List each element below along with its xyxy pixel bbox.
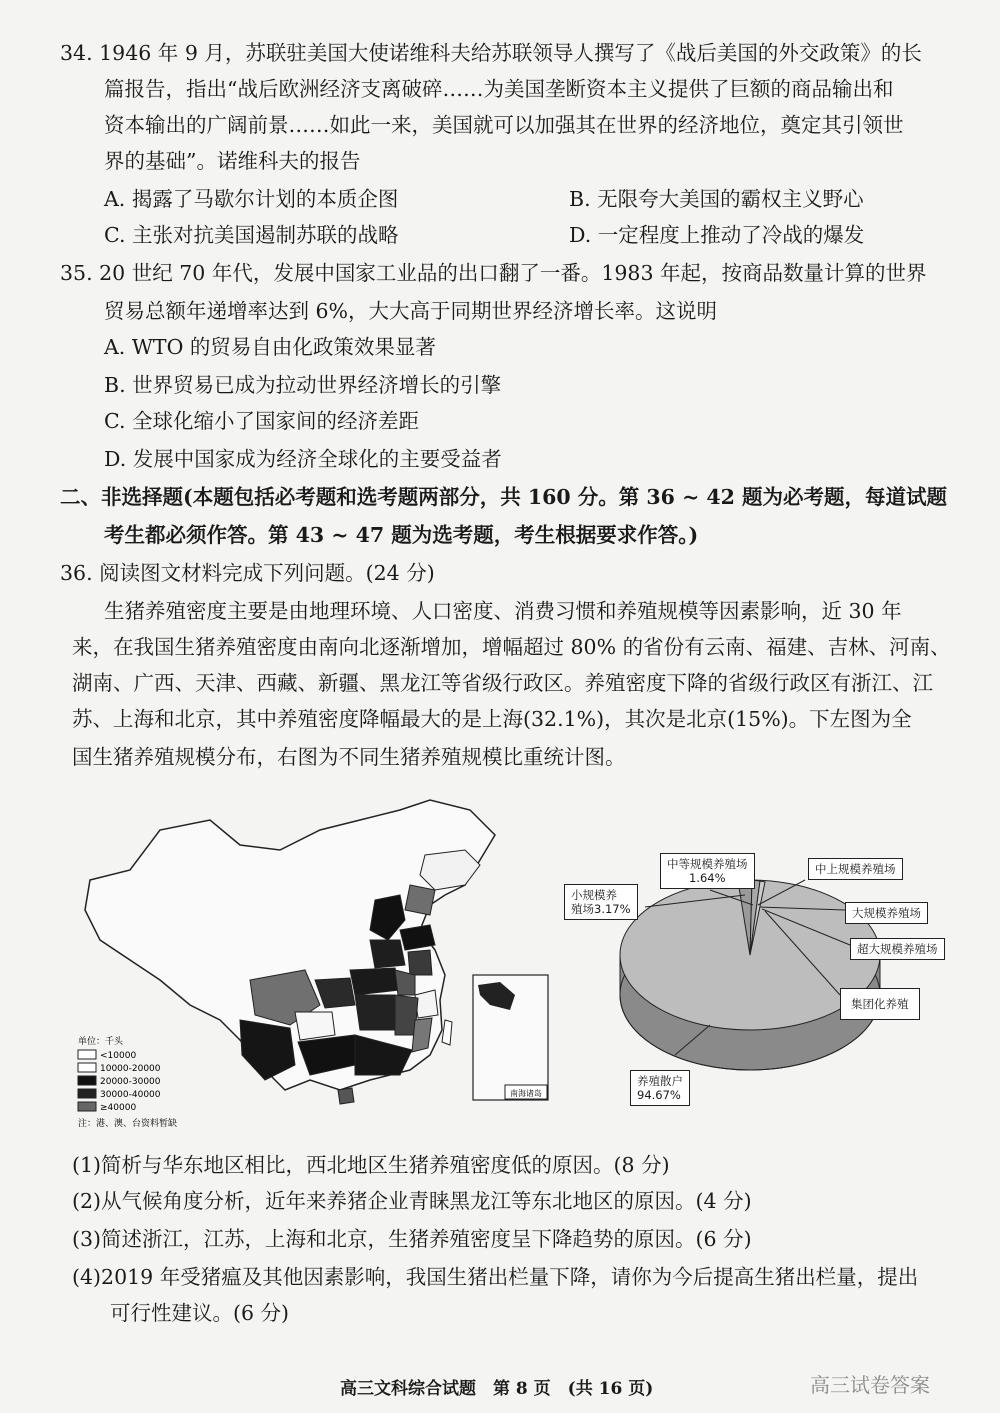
watermark-text: 高三试卷答案 (810, 1373, 930, 1397)
q35-option-d: D. 发展中国家成为经济全球化的主要受益者 (104, 447, 502, 471)
legend-swatch-3 (78, 1076, 96, 1085)
q36-para-line-5: 国生猪养殖规模分布，右图为不同生猪养殖规模比重统计图。 (72, 745, 626, 769)
legend-swatch-5 (78, 1102, 96, 1111)
legend-item-5: ≥40000 (100, 1103, 137, 1113)
legend-item-3: 20000-30000 (100, 1077, 161, 1087)
pie-label-big: 大规模养殖场 (845, 902, 928, 924)
q36-sub-4-cont: 可行性建议。(6 分) (110, 1301, 290, 1325)
pie-label-group: 集团化养殖 (840, 988, 920, 1020)
q35-option-c: C. 全球化缩小了国家间的经济差距 (104, 409, 419, 433)
q36-title: 36. 阅读图文材料完成下列问题。(24 分) (60, 561, 435, 585)
q36-sub-4: (4)2019 年受猪瘟及其他因素影响，我国生猪出栏量下降，请你为今后提高生猪出栏量，提出 (72, 1265, 919, 1289)
shandong-province (400, 925, 435, 950)
q36-sub-3: (3)简述浙江，江苏，上海和北京，生猪养殖密度呈下降趋势的原因。(6 分) (72, 1227, 752, 1251)
legend-item-2: 10000-20000 (100, 1064, 161, 1074)
q34-option-a: A. 揭露了马歇尔计划的本质企图 (104, 187, 399, 211)
jiangsu-province (408, 950, 432, 975)
q35-option-b: B. 世界贸易已成为拉动世界经济增长的引擎 (104, 373, 502, 397)
q36-sub-1: (1)简析与华东地区相比，西北地区生猪养殖密度低的原因。(8 分) (72, 1153, 670, 1177)
pie-label-small-value: 殖场3.17% (571, 902, 631, 916)
q35-line-2: 贸易总额年递增率达到 6%，大大高于同期世界经济增长率。这说明 (104, 299, 718, 323)
q35-line-1: 35. 20 世纪 70 年代，发展中国家工业品的出口翻了一番。1983 年起，按商品数量计算的世界 (60, 261, 927, 285)
hunan-province (355, 995, 395, 1030)
q34-option-c: C. 主张对抗美国遏制苏联的战略 (104, 223, 399, 247)
legend-swatch-1 (78, 1050, 96, 1059)
map-note: 注：港、澳、台资料暂缺 (78, 1119, 178, 1129)
pie-label-medium-name: 中等规模养殖场 (667, 857, 748, 871)
q34-line-3: 资本输出的广阔前景……如此一来，美国就可以加强其在世界的经济地位，奠定其引领世 (104, 113, 904, 137)
q34-option-b: B. 无限夸大美国的霸权主义野心 (569, 187, 864, 211)
pie-label-xlarge: 超大规模养殖场 (850, 938, 945, 960)
pie-label-medium (660, 853, 755, 889)
pie-label-upper-mid: 中上规模养殖场 (808, 858, 903, 880)
pie-label-households-name: 养殖散户 (637, 1074, 683, 1088)
q34-option-d: D. 一定程度上推动了冷战的爆发 (569, 223, 865, 247)
zhejiang-province (415, 990, 438, 1018)
pie-label-medium-value: 1.64% (688, 871, 726, 885)
hainan-province (338, 1088, 354, 1104)
q36-para-line-3: 湖南、广西、天津、西藏、新疆、黑龙江等省级行政区。养殖密度下降的省级行政区有浙江、江 (72, 671, 933, 695)
page-footer: 高三文科综合试题 第 8 页 (共 16 页) (340, 1379, 654, 1399)
pie-label-small (564, 884, 638, 920)
q34-line-1: 34. 1946 年 9 月，苏联驻美国大使诺维科夫给苏联领导人撰写了《战后美国的外交政策》的长 (60, 41, 922, 65)
q36-para-line-2: 来，在我国生猪养殖密度由南向北逐渐增加，增幅超过 80% 的省份有云南、福建、吉林、河南、 (72, 635, 951, 659)
guizhou-province (295, 1012, 335, 1040)
legend-swatch-2 (78, 1063, 96, 1072)
legend-item-4: 30000-40000 (100, 1090, 161, 1100)
pie-label-small-name: 小规模养 (571, 888, 617, 902)
northeast-province (420, 850, 480, 890)
section-2-heading-cont: 考生都必须作答。第 43 ~ 47 题为选考题，考生根据要求作答。) (104, 523, 699, 547)
legend-item-1: <10000 (100, 1051, 137, 1061)
inset-label: 南海诸岛 (510, 1089, 542, 1098)
q36-para-line-4: 苏、上海和北京，其中养殖密度降幅最大的是上海(32.1%)，其次是北京(15%)。下左图为全 (72, 707, 912, 731)
map-legend-unit: 单位：千头 (78, 1037, 124, 1047)
legend-swatch-4 (78, 1089, 96, 1098)
taiwan-province (442, 1020, 452, 1045)
q34-line-2: 篇报告，指出“战后欧洲经济支离破碎……为美国垄断资本主义提供了巨额的商品输出和 (104, 77, 894, 101)
liaoning-province (405, 885, 435, 915)
china-pig-farming-map (70, 790, 560, 1140)
hubei-province (350, 968, 400, 995)
pie-label-households-value: 94.67% (637, 1088, 681, 1102)
section-2-heading: 二、非选择题(本题包括必考题和选考题两部分，共 160 分。第 36 ~ 42 题为必考题，每道试题 (60, 485, 948, 509)
q35-option-a: A. WTO 的贸易自由化政策效果显著 (104, 335, 436, 359)
q36-para-line-1: 生猪养殖密度主要是由地理环境、人口密度、消费习惯和养殖规模等因素影响，近 30 年 (104, 599, 902, 623)
pie-label-households (630, 1070, 690, 1106)
q36-sub-2: (2)从气候角度分析，近年来养猪企业青睐黑龙江等东北地区的原因。(4 分) (72, 1189, 752, 1213)
anhui-province (395, 970, 415, 995)
q34-line-4: 界的基础”。诺维科夫的报告 (104, 149, 361, 173)
henan-province (370, 940, 405, 968)
